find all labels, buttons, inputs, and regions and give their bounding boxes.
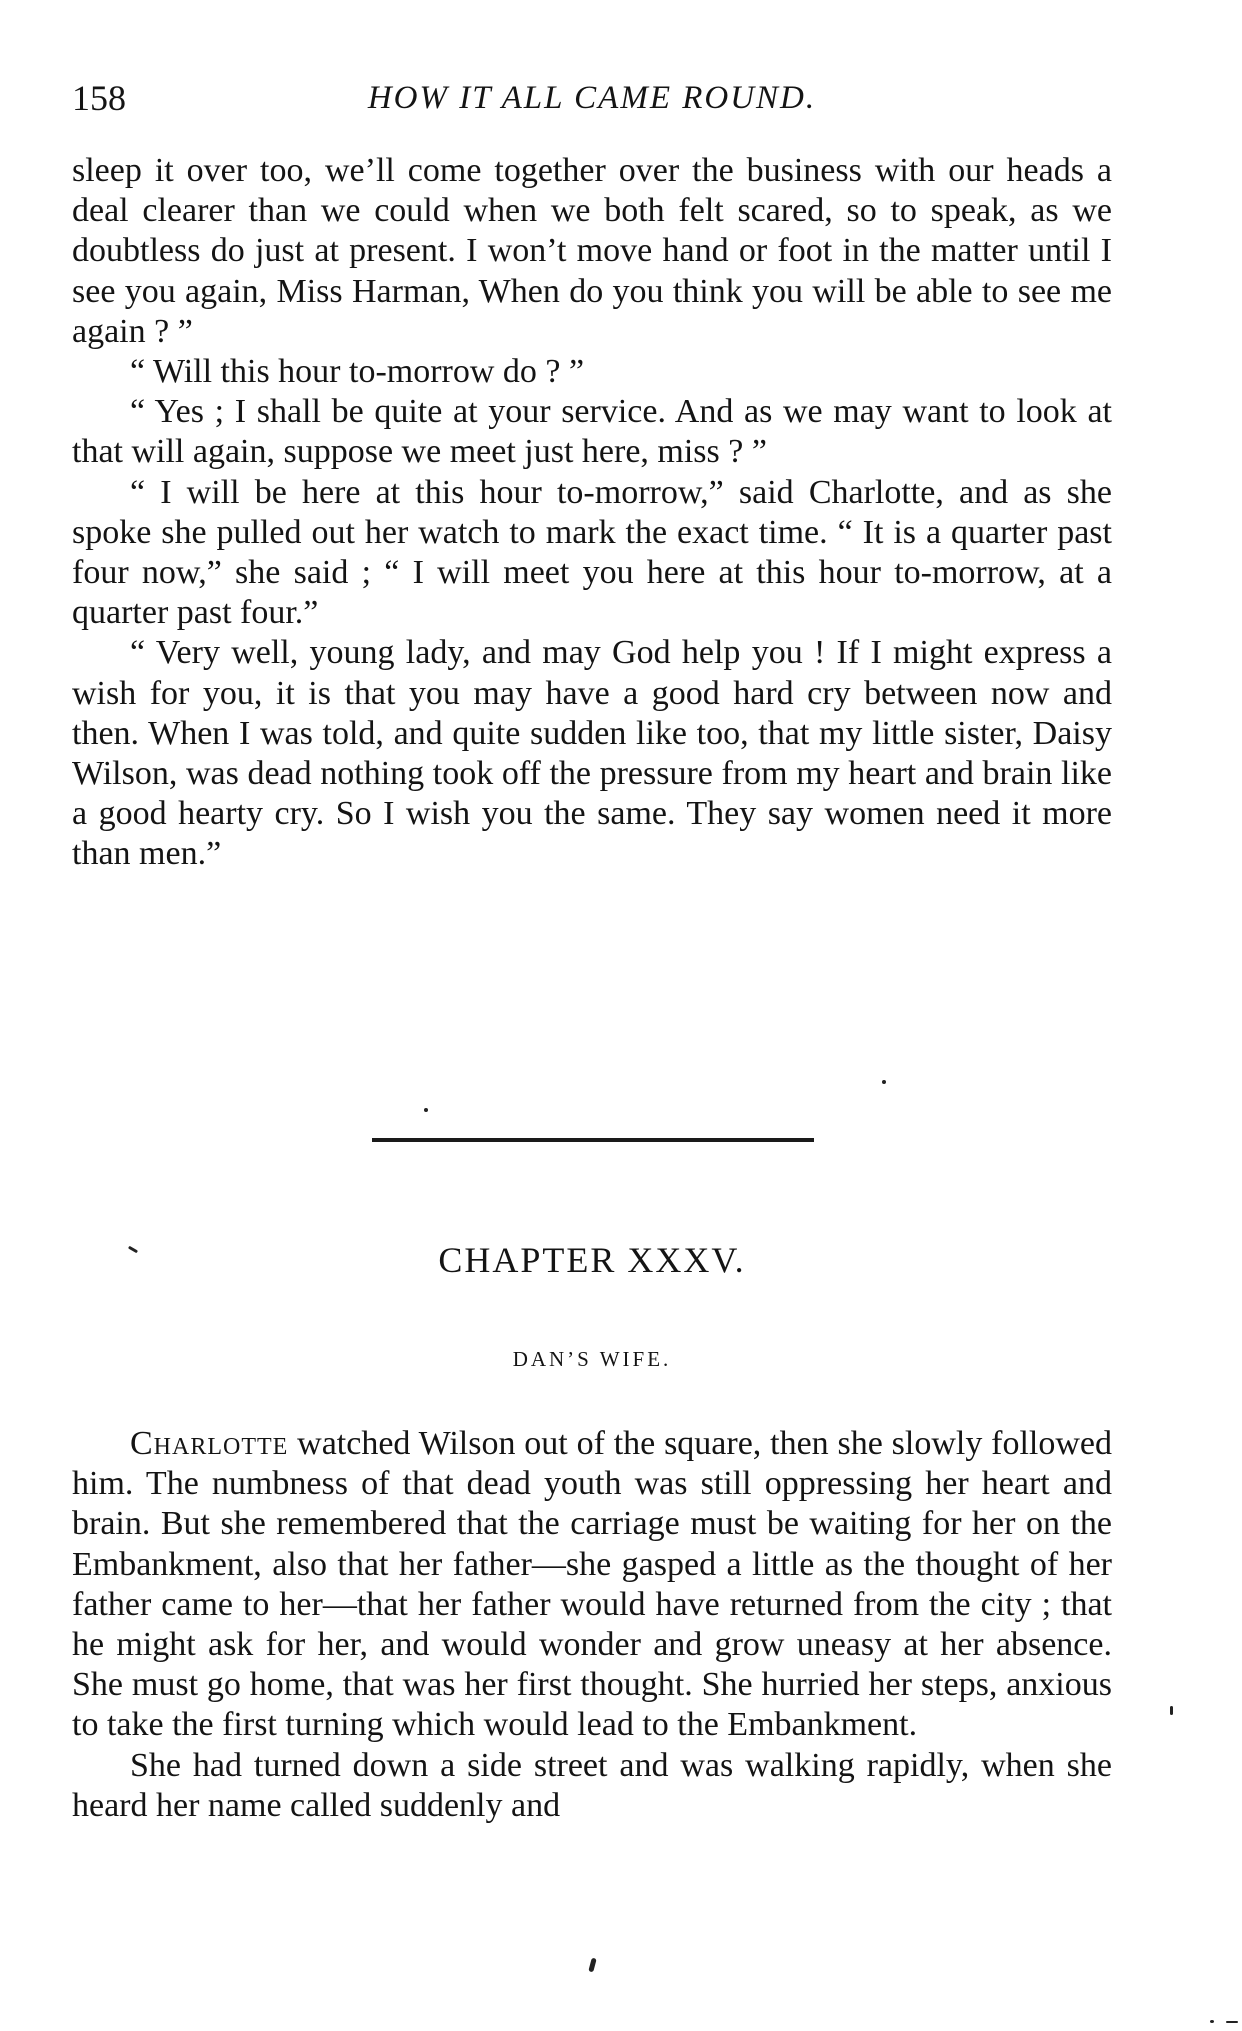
paragraph: She had turned down a side street and was walking rapidly, when she heard her name called suddenly and	[72, 1746, 1112, 1824]
running-head	[72, 76, 1112, 120]
paragraph: “ Yes ; I shall be quite at your service. And as we may want to look at that will again, suppose we meet just here, miss ? ”	[72, 393, 1112, 471]
text-block-continued	[72, 151, 1112, 875]
chapter-subtitle: DAN’S WIFE.	[512, 1347, 672, 1371]
print-speck	[588, 1958, 596, 1973]
paragraph-text: watched Wilson out of the square, then she slowly followed him. The numbness of that dead youth was still oppressing her heart and brain. But she remembered that the carriage must be waiting for her on the Embankment, also that her father—she gasped a little as the thought of her father came to her—that her father would have returned from the city ; that he might ask for her, and would wonder and grow uneasy at her absence. She must go home, that was her first thought. She hurried her steps, anxious to take the first turning which would lead to the Embankment.	[72, 1425, 1112, 1744]
print-speck	[424, 1108, 428, 1112]
paragraph: “ Very well, young lady, and may God help you ! If I might express a wish for you, it is that you may have a good hard cry between now and then. When I was told, and quite sudden like too, that my little sister, Daisy Wilson, was dead nothing took off the pressure from my heart and brain like a good hearty cry. So I wish you the same. They say women need it more than men.”	[72, 634, 1112, 873]
print-speck	[1210, 2020, 1214, 2023]
paragraph: “ I will be here at this hour to-morrow,” said Charlotte, and as she spoke she pulled out her watch to mark the exact time. “ It is a quarter past four now,” she said ; “ I will meet you here at this hour to-morrow, at a quarter past four.”	[72, 473, 1112, 632]
print-speck	[1226, 2021, 1238, 2023]
paragraph: sleep it over too, we’ll come together over the business with our heads a deal clearer than we could when we both felt scared, so to speak, as we doubtless do just at present. I won’t move hand or foot in the matter until I see you again, Miss Harman, When do you think you will be able to see me again ? ”	[72, 152, 1112, 350]
chapter-divider-rule	[372, 1138, 814, 1142]
drop-word: Charlotte	[130, 1425, 289, 1462]
text-block-chapter	[72, 1424, 1112, 1826]
paragraph: “ Will this hour to-morrow do ? ”	[130, 353, 585, 391]
print-speck	[882, 1080, 886, 1084]
chapter-heading: CHAPTER XXXV.	[438, 1240, 746, 1280]
page-number: 158	[72, 78, 126, 118]
print-speck	[1170, 1706, 1173, 1715]
paragraph	[72, 1424, 1112, 1746]
running-title: HOW IT ALL CAME ROUND.	[367, 80, 817, 116]
